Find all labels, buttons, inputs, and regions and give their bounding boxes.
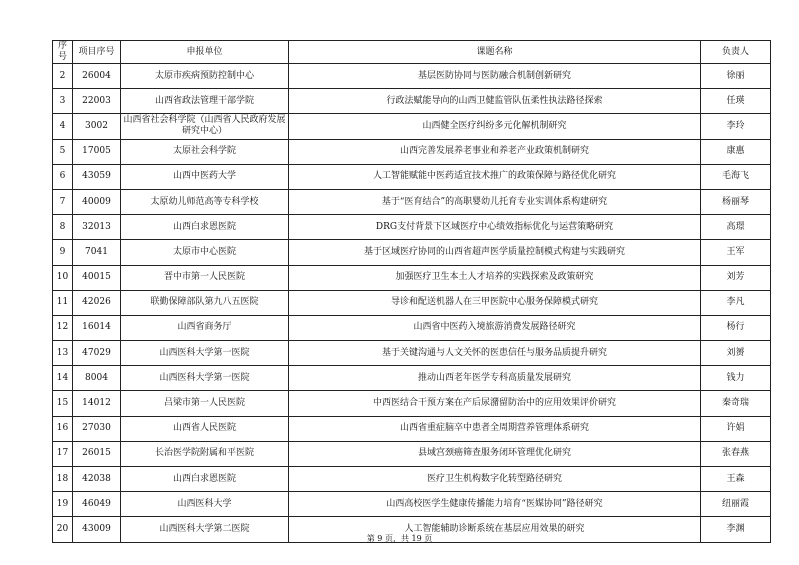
cell-topic-name: 基于“医育结合”的高职婴幼儿托育专业实训体系构建研究 xyxy=(289,189,701,214)
cell-applicant-unit: 太原市中心医院 xyxy=(121,240,289,265)
header-project-number: 项目序号 xyxy=(73,41,121,64)
cell-project-number: 26015 xyxy=(73,441,121,466)
document-page xyxy=(52,40,770,543)
cell-principal: 高璟 xyxy=(701,215,771,240)
table-row xyxy=(53,441,771,466)
cell-project-number: 40015 xyxy=(73,265,121,290)
cell-project-number: 16014 xyxy=(73,315,121,340)
cell-principal: 钱力 xyxy=(701,366,771,391)
cell-project-number: 47029 xyxy=(73,341,121,366)
cell-index: 15 xyxy=(53,391,73,416)
cell-project-number: 43009 xyxy=(73,517,121,542)
cell-principal: 李凡 xyxy=(701,290,771,315)
table-row xyxy=(53,492,771,517)
header-applicant-unit: 申报单位 xyxy=(121,41,289,64)
cell-applicant-unit: 山西医科大学第一医院 xyxy=(121,366,289,391)
cell-topic-name: 山西省重症脑卒中患者全周期营养管理体系研究 xyxy=(289,416,701,441)
cell-principal: 毛海飞 xyxy=(701,164,771,189)
cell-project-number: 14012 xyxy=(73,391,121,416)
cell-index: 7 xyxy=(53,189,73,214)
table-row xyxy=(53,89,771,114)
cell-topic-name: 山西健全医疗纠纷多元化解机制研究 xyxy=(289,114,701,139)
table-row xyxy=(53,189,771,214)
table-row xyxy=(53,265,771,290)
cell-topic-name: 医疗卫生机构数字化转型路径研究 xyxy=(289,467,701,492)
table-row xyxy=(53,416,771,441)
cell-principal: 张春燕 xyxy=(701,441,771,466)
cell-topic-name: 人工智能辅助诊断系统在基层应用效果的研究 xyxy=(289,517,701,542)
cell-topic-name: 县域宫颈癌筛查服务闭环管理优化研究 xyxy=(289,441,701,466)
cell-topic-name: 基于区域医疗协同的山西省超声医学质量控制模式构建与实践研究 xyxy=(289,240,701,265)
cell-project-number: 27030 xyxy=(73,416,121,441)
header-topic-name: 课题名称 xyxy=(289,41,701,64)
cell-topic-name: 行政法赋能导向的山西卫健监管队伍柔性执法路径探索 xyxy=(289,89,701,114)
cell-principal: 杨丽琴 xyxy=(701,189,771,214)
cell-applicant-unit: 山西医科大学第一医院 xyxy=(121,341,289,366)
cell-principal: 刘赟 xyxy=(701,341,771,366)
cell-topic-name: 山西高校医学生健康传播能力培育“医媒协同”路径研究 xyxy=(289,492,701,517)
cell-index: 14 xyxy=(53,366,73,391)
cell-index: 13 xyxy=(53,341,73,366)
table-row xyxy=(53,341,771,366)
header-principal: 负责人 xyxy=(701,41,771,64)
cell-index: 18 xyxy=(53,467,73,492)
cell-applicant-unit: 山西医科大学第二医院 xyxy=(121,517,289,542)
page-footer: 第 9 页，共 19 页 xyxy=(366,534,433,543)
cell-principal: 王森 xyxy=(701,467,771,492)
cell-applicant-unit: 山西医科大学 xyxy=(121,492,289,517)
cell-index: 3 xyxy=(53,89,73,114)
cell-index: 17 xyxy=(53,441,73,466)
cell-applicant-unit: 山西省政法管理干部学院 xyxy=(121,89,289,114)
table-row xyxy=(53,215,771,240)
cell-applicant-unit: 晋中市第一人民医院 xyxy=(121,265,289,290)
cell-project-number: 43059 xyxy=(73,164,121,189)
table-row xyxy=(53,391,771,416)
cell-project-number: 17005 xyxy=(73,139,121,164)
cell-project-number: 32013 xyxy=(73,215,121,240)
cell-principal: 杨行 xyxy=(701,315,771,340)
cell-topic-name: 导诊和配送机器人在三甲医院中心服务保障模式研究 xyxy=(289,290,701,315)
table-row xyxy=(53,114,771,139)
cell-index: 2 xyxy=(53,64,73,89)
cell-applicant-unit: 山西省人民医院 xyxy=(121,416,289,441)
table-row xyxy=(53,64,771,89)
table-body xyxy=(53,64,771,543)
cell-applicant-unit: 长治医学院附属和平医院 xyxy=(121,441,289,466)
cell-project-number: 3002 xyxy=(73,114,121,139)
table-row xyxy=(53,139,771,164)
cell-index: 10 xyxy=(53,265,73,290)
cell-topic-name: 推动山西老年医学专科高质量发展研究 xyxy=(289,366,701,391)
cell-principal: 康惠 xyxy=(701,139,771,164)
cell-principal: 徐丽 xyxy=(701,64,771,89)
cell-topic-name: 山西完善发展养老事业和养老产业政策机制研究 xyxy=(289,139,701,164)
cell-principal: 刘芳 xyxy=(701,265,771,290)
cell-applicant-unit: 山西省社会科学院（山西省人民政府发展研究中心） xyxy=(121,114,289,139)
cell-principal: 李玲 xyxy=(701,114,771,139)
cell-applicant-unit: 太原市疾病预防控制中心 xyxy=(121,64,289,89)
table-row xyxy=(53,467,771,492)
cell-applicant-unit: 吕梁市第一人民医院 xyxy=(121,391,289,416)
cell-index: 11 xyxy=(53,290,73,315)
cell-project-number: 42026 xyxy=(73,290,121,315)
cell-index: 4 xyxy=(53,114,73,139)
cell-project-number: 40009 xyxy=(73,189,121,214)
cell-project-number: 7041 xyxy=(73,240,121,265)
cell-applicant-unit: 山西白求恩医院 xyxy=(121,467,289,492)
table-header-row xyxy=(53,41,771,64)
cell-index: 19 xyxy=(53,492,73,517)
cell-topic-name: 山西省中医药入境旅游消费发展路径研究 xyxy=(289,315,701,340)
cell-topic-name: 人工智能赋能中医药适宜技术推广的政策保障与路径优化研究 xyxy=(289,164,701,189)
cell-index: 12 xyxy=(53,315,73,340)
table-row xyxy=(53,240,771,265)
cell-index: 16 xyxy=(53,416,73,441)
cell-index: 6 xyxy=(53,164,73,189)
cell-topic-name: 加强医疗卫生本土人才培养的实践探索及政策研究 xyxy=(289,265,701,290)
cell-project-number: 22003 xyxy=(73,89,121,114)
cell-applicant-unit: 山西中医药大学 xyxy=(121,164,289,189)
table-row xyxy=(53,366,771,391)
header-index: 序号 xyxy=(53,41,73,64)
cell-topic-name: 基层医防协同与医防融合机制创新研究 xyxy=(289,64,701,89)
cell-topic-name: 中西医结合干预方案在产后尿潴留防治中的应用效果评价研究 xyxy=(289,391,701,416)
cell-index: 8 xyxy=(53,215,73,240)
cell-principal: 任瑛 xyxy=(701,89,771,114)
cell-principal: 许娟 xyxy=(701,416,771,441)
cell-applicant-unit: 联勤保障部队第九八五医院 xyxy=(121,290,289,315)
project-table xyxy=(52,40,771,543)
table-row xyxy=(53,315,771,340)
cell-index: 9 xyxy=(53,240,73,265)
table-row xyxy=(53,164,771,189)
cell-principal: 秦奇瑞 xyxy=(701,391,771,416)
cell-principal: 王军 xyxy=(701,240,771,265)
cell-applicant-unit: 太原社会科学院 xyxy=(121,139,289,164)
cell-project-number: 46049 xyxy=(73,492,121,517)
cell-topic-name: 基于关键沟通与人文关怀的医患信任与服务品质提升研究 xyxy=(289,341,701,366)
cell-project-number: 8004 xyxy=(73,366,121,391)
cell-applicant-unit: 太原幼儿师范高等专科学校 xyxy=(121,189,289,214)
cell-project-number: 26004 xyxy=(73,64,121,89)
cell-principal: 纽丽霞 xyxy=(701,492,771,517)
cell-topic-name: DRG支付背景下区域医疗中心绩效指标优化与运营策略研究 xyxy=(289,215,701,240)
cell-applicant-unit: 山西白求恩医院 xyxy=(121,215,289,240)
cell-index: 20 xyxy=(53,517,73,542)
cell-applicant-unit: 山西省商务厅 xyxy=(121,315,289,340)
cell-index: 5 xyxy=(53,139,73,164)
table-row xyxy=(53,290,771,315)
cell-principal: 李渊 xyxy=(701,517,771,542)
cell-project-number: 42038 xyxy=(73,467,121,492)
